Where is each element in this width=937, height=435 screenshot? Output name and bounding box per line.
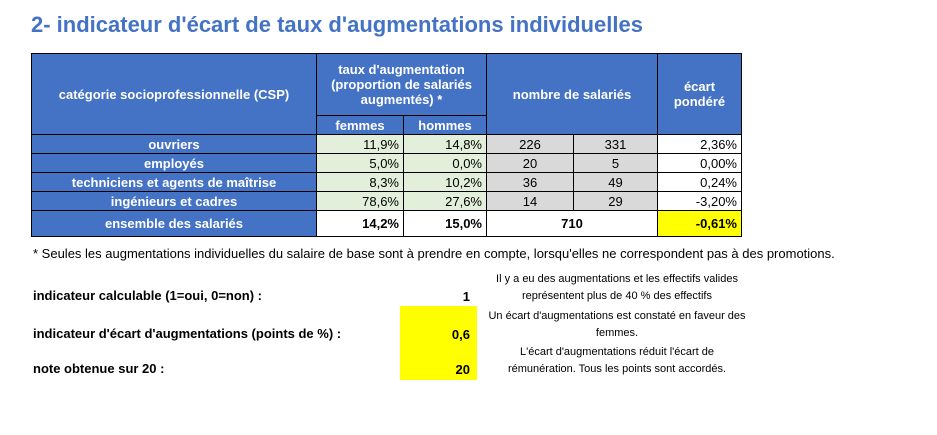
header-taux-femmes: femmes [317, 116, 404, 135]
nb-hommes-cell: 29 [574, 192, 658, 211]
table-row [32, 135, 742, 154]
indicator-ecart-comment: Un écart d'augmentations est constaté en faveur des femmes. [488, 310, 746, 339]
nb-femmes-cell: 36 [487, 173, 574, 192]
total-ecart: -0,61% [658, 211, 742, 237]
nb-femmes-cell: 226 [487, 135, 574, 154]
footnote: * Seules les augmentations individuelles du salaire de base sont à prendre en compte, lorsqu'elles ne correspondent pas à des promotions. [33, 246, 835, 261]
augmentation-table [31, 53, 742, 237]
note-value: 20 [455, 362, 470, 377]
indicator-calculable-label: indicateur calculable (1=oui, 0=non) : [33, 288, 262, 303]
indicator-calculable-comment: Il y a eu des augmentations et les effectifs valides représentent plus de 40 % des effectifs [496, 273, 738, 302]
nb-hommes-cell: 49 [574, 173, 658, 192]
row-label: employés [32, 154, 317, 173]
note-comment: L'écart d'augmentations réduit l'écart de rémunération. Tous les points sont accordés. [507, 346, 727, 375]
table-row [32, 192, 742, 211]
header-nombre: nombre de salariés [487, 54, 658, 135]
page-title: 2- indicateur d'écart de taux d'augmentations individuelles [31, 12, 643, 37]
table-row [32, 154, 742, 173]
nb-hommes-cell: 331 [574, 135, 658, 154]
header-ecart: écart pondéré [658, 54, 742, 135]
total-label: ensemble des salariés [32, 211, 317, 237]
row-label: ingénieurs et cadres [32, 192, 317, 211]
total-nombre: 710 [487, 211, 658, 237]
indicator-ecart-value: 0,6 [451, 327, 470, 342]
indicator-calculable-value: 1 [462, 289, 470, 304]
taux-femmes-cell: 8,3% [317, 173, 404, 192]
taux-hommes-cell: 0,0% [404, 154, 487, 173]
note-label: note obtenue sur 20 : [33, 361, 165, 376]
ecart-cell: 0,24% [658, 173, 742, 192]
ecart-cell: -3,20% [658, 192, 742, 211]
taux-hommes-cell: 27,6% [404, 192, 487, 211]
ecart-cell: 2,36% [658, 135, 742, 154]
header-taux-hommes: hommes [404, 116, 487, 135]
nb-femmes-cell: 20 [487, 154, 574, 173]
header-csp: catégorie socioprofessionnelle (CSP) [32, 54, 317, 135]
taux-hommes-cell: 10,2% [404, 173, 487, 192]
ecart-cell: 0,00% [658, 154, 742, 173]
header-taux: taux d'augmentation (proportion de salariés augmentés) * [317, 54, 487, 116]
nb-femmes-cell: 14 [487, 192, 574, 211]
taux-femmes-cell: 78,6% [317, 192, 404, 211]
taux-hommes-cell: 14,8% [404, 135, 487, 154]
total-row [32, 211, 742, 237]
row-label: techniciens et agents de maîtrise [32, 173, 317, 192]
table-row [32, 173, 742, 192]
taux-femmes-cell: 11,9% [317, 135, 404, 154]
row-label: ouvriers [32, 135, 317, 154]
taux-femmes-cell: 5,0% [317, 154, 404, 173]
total-taux-femmes: 14,2% [317, 211, 404, 237]
total-taux-hommes: 15,0% [404, 211, 487, 237]
indicator-ecart-label: indicateur d'écart d'augmentations (points de %) : [33, 326, 342, 341]
nb-hommes-cell: 5 [574, 154, 658, 173]
